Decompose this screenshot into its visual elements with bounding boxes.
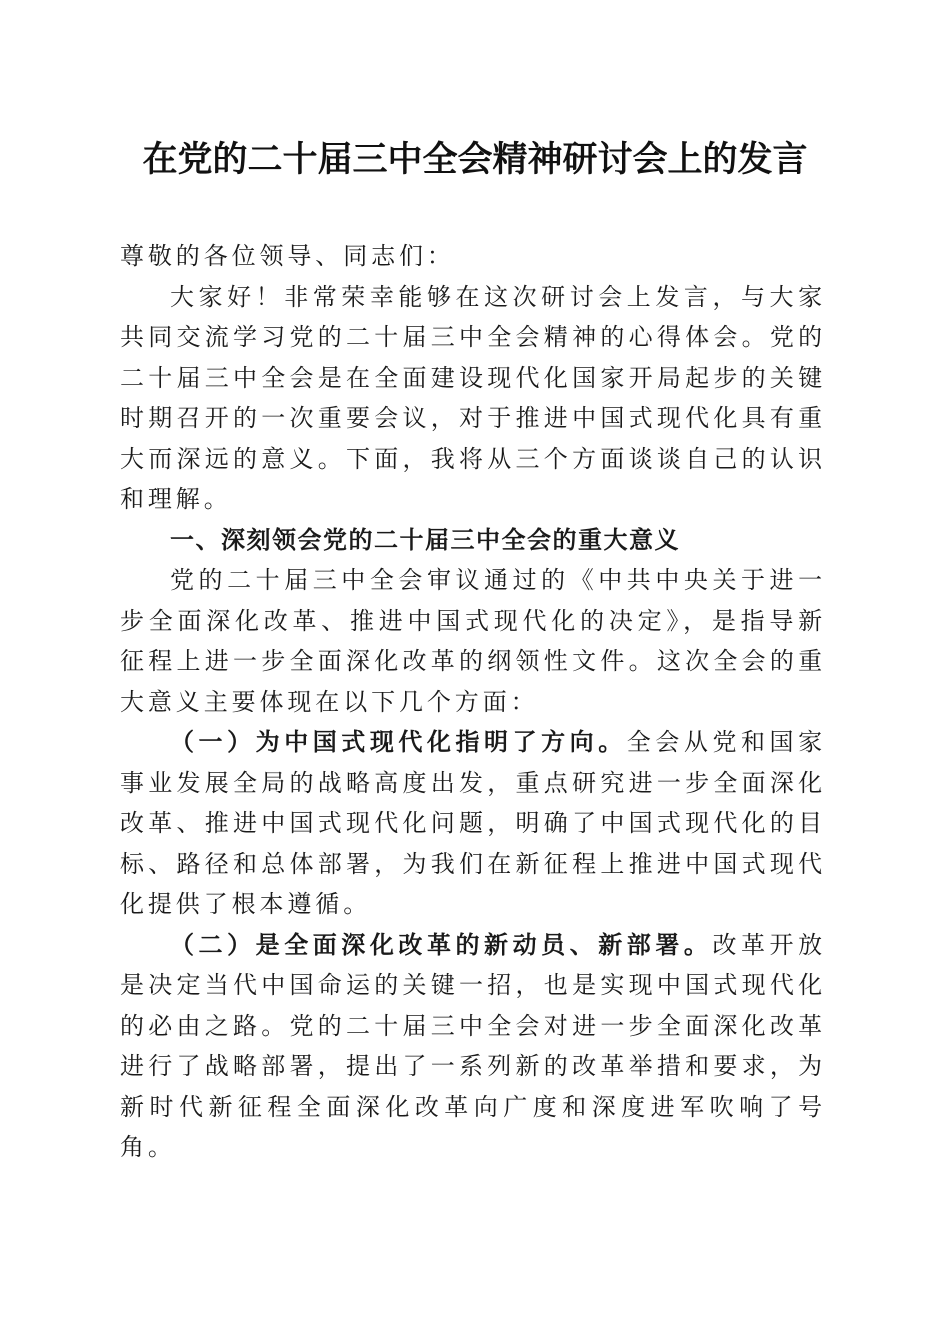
list-item (120, 722, 826, 925)
list-item (120, 925, 826, 1168)
intro-paragraph: 大家好！非常荣幸能够在这次研讨会上发言，与大家共同交流学习党的二十届三中全会精神的心得体会。党的二十届三中全会是在全面建设现代化国家开局起步的关键时期召开的一次重要会议，对于推进中国式现代化具有重大而深远的意义。下面，我将从三个方面谈谈自己的认识和理解。 (120, 282, 826, 513)
item-lead: （一）为中国式现代化指明了方向。 (170, 727, 627, 756)
document-body (120, 236, 826, 1168)
document-title: 在党的二十届三中全会精神研讨会上的发言 (142, 140, 808, 180)
salutation: 尊敬的各位领导、同志们： (120, 242, 455, 270)
section-heading: 一、深刻领会党的二十届三中全会的重大意义 (170, 525, 680, 554)
section-paragraph: 党的二十届三中全会审议通过的《中共中央关于进一步全面深化改革、推进中国式现代化的决定》，是指导新征程上进一步全面深化改革的纲领性文件。这次全会的重大意义主要体现在以下几个方面： (120, 566, 826, 716)
item-text: 全会从党和国家事业发展全局的战略高度出发，重点研究进一步全面深化改革、推进中国式现代化问题，明确了中国式现代化的目标、路径和总体部署，为我们在新征程上推进中国式现代化提供了根本遵循。 (120, 728, 826, 918)
item-text: 改革开放是决定当代中国命运的关键一招，也是实现中国式现代化的必由之路。党的二十届三中全会对进一步全面深化改革进行了战略部署，提出了一系列新的改革举措和要求，为新时代新征程全面深化改革向广度和深度进军吹响了号角。 (120, 930, 826, 1161)
item-lead: （二）是全面深化改革的新动员、新部署。 (170, 929, 713, 959)
